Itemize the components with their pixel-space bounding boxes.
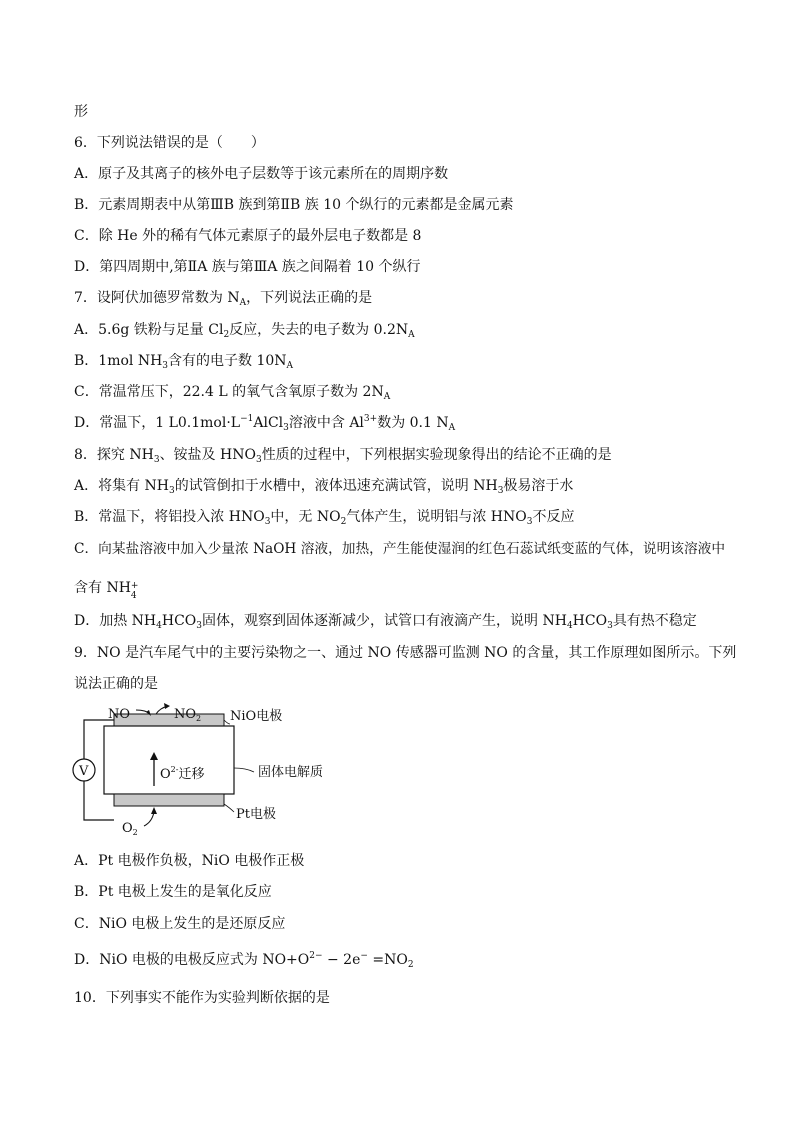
no-sensor-diagram <box>70 700 370 840</box>
o2-in-arrow <box>144 812 154 826</box>
q7-option-a: A．5.6g 铁粉与足量 $Cl_2$反应，失去的电子数为 $0.2N_A$ <box>74 322 415 340</box>
q8-option-c-line2: 含有 NH + 4 <box>74 580 139 601</box>
nio-electrode <box>114 714 224 726</box>
o2-in-arrow-head <box>151 807 157 814</box>
q6-option-d: D．第四周期中,第ⅡA 族与第ⅢA 族之间隔着 10 个纵行 <box>74 259 421 275</box>
q6-option-c: C．除 He 外的稀有气体元素原子的最外层电子数都是 8 <box>74 228 422 244</box>
q9-option-a: A．Pt 电极作负极，NiO 电极作正极 <box>74 853 305 869</box>
q8-option-a: A．将集有 $NH_3$的试管倒扣于水槽中，液体迅速充满试管，说明 $NH_3$极易溶于水 <box>74 478 574 496</box>
q7-option-d: D．常温下，1 $L0.1mol\cdot L^{-1}AlCl_3$溶液中含 $Al^{3+}$数为 0.1 $N_A$ <box>74 414 456 433</box>
q7-option-b: B．1mol $NH_3$含有的电子数 $10N_A$ <box>74 353 294 371</box>
q6-stem: 6．下列说法错误的是（ ） <box>74 135 265 151</box>
q9-option-b: B．Pt 电极上发生的是氧化反应 <box>74 884 272 900</box>
q7-option-c: C．常温常压下，22.4 L 的氧气含氧原子数为 $2N_A$ <box>74 384 391 402</box>
voltmeter-label: V <box>79 764 89 779</box>
pt-leader <box>224 804 234 812</box>
q9-option-c: C．NiO 电极上发生的是还原反应 <box>74 916 286 932</box>
q8-stem: 8．探究 $NH_3$、铵盐及 $HNO_3$性质的过程中，下列根据实验现象得出的结论不正确的是 <box>74 447 612 465</box>
o2-label: $O_2$ <box>122 821 138 837</box>
migration-label: $O^{2-}$迁移 <box>160 765 205 782</box>
q9-option-d: D．NiO 电极的电极反应式为 $NO+O^{2-} - 2e^- =NO_2$ <box>74 951 414 970</box>
electrolyte-label: 固体电解质 <box>258 765 324 780</box>
q7-stem: 7．设阿伏加德罗常数为 $N_A$，下列说法正确的是 <box>74 290 373 308</box>
continued-text: 形 <box>74 104 88 120</box>
q9-stem-line1: 9．NO 是汽车尾气中的主要污染物之一、通过 NO 传感器可监测 NO 的含量，其工作原理如图所示。下列 <box>74 645 737 661</box>
q8-option-d: D．加热 $NH_4HCO_3$固体，观察到固体逐渐减少，试管口有液滴产生，说明 $NH_4HCO_3$具有热不稳定 <box>74 613 697 631</box>
nio-label: NiO电极 <box>230 709 283 724</box>
pt-electrode <box>114 794 224 806</box>
solid-electrolyte <box>104 726 234 794</box>
q8-option-c-line1: C．向某盐溶液中加入少量浓 NaOH 溶液，加热，产生能使湿润的红色石蕊试纸变蓝的气体，说明该溶液中 <box>74 541 726 557</box>
no-label: NO <box>108 707 131 722</box>
q8-option-b: B．常温下，将铝投入浓 $HNO_3$中，无 $NO_2$气体产生，说明铝与浓 $HNO_3$不反应 <box>74 509 575 527</box>
pt-label: Pt电极 <box>236 807 276 822</box>
q9-stem-line2: 说法正确的是 <box>74 676 158 692</box>
no2-label: $NO_2$ <box>174 707 202 723</box>
no2-out-arrow-head <box>164 703 170 709</box>
q6-option-b: B．元素周期表中从第ⅢB 族到第ⅡB 族 10 个纵行的元素都是金属元素 <box>74 197 514 213</box>
q10-stem: 10．下列事实不能作为实验判断依据的是 <box>74 990 330 1006</box>
q6-option-a: A．原子及其离子的核外电子层数等于该元素所在的周期序数 <box>74 166 449 182</box>
electrolyte-leader <box>234 768 254 772</box>
